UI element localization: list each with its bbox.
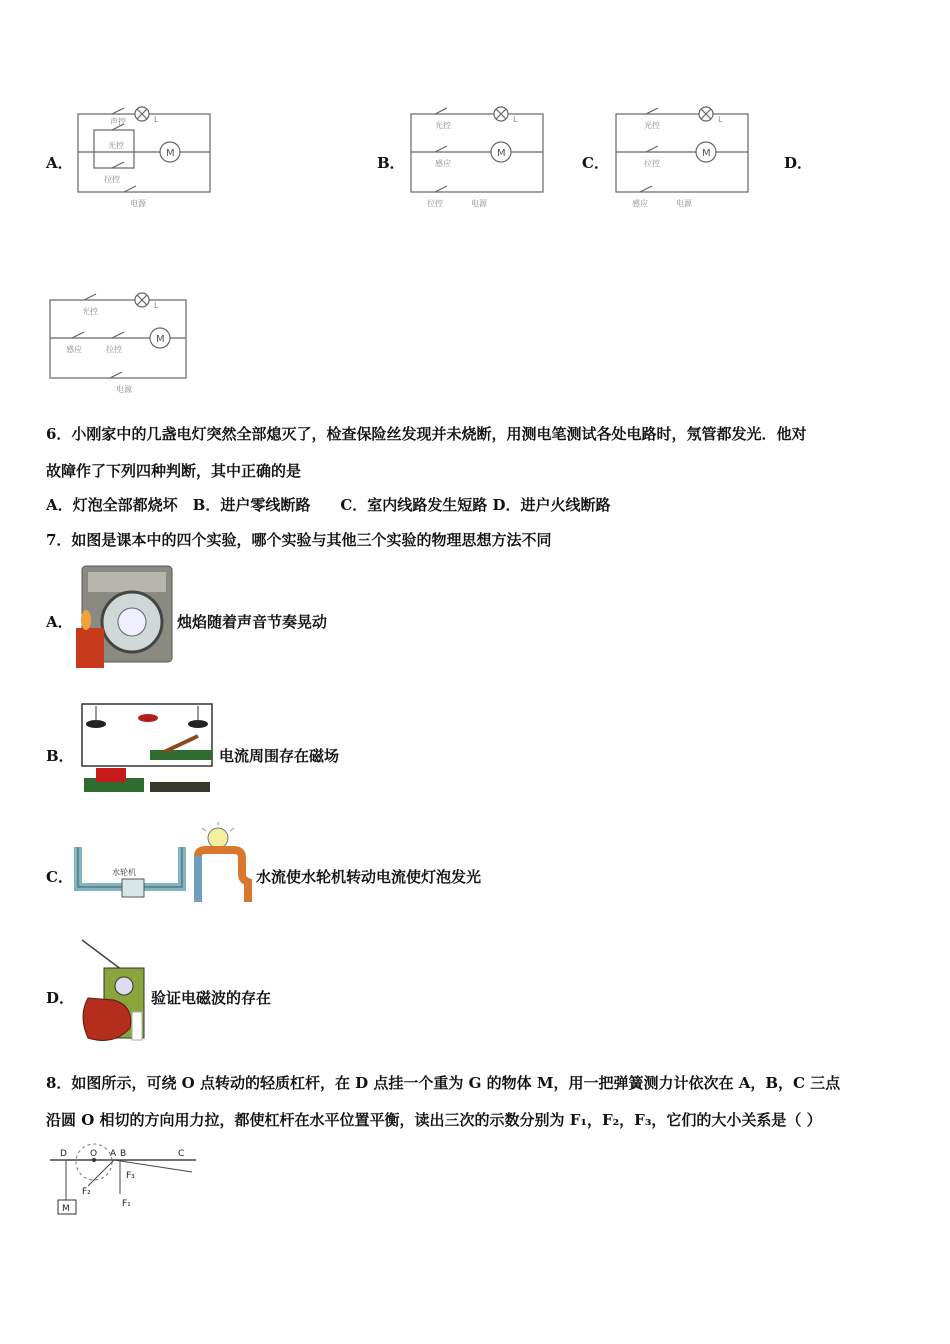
svg-text:拉控: 拉控	[104, 175, 120, 184]
q7-option-c-lamp-circuit-picture	[188, 822, 258, 904]
q7-option-b-oersted-picture	[78, 698, 218, 800]
battery-icon	[96, 768, 126, 782]
svg-text:M: M	[156, 334, 165, 345]
svg-text:拉控: 拉控	[106, 345, 122, 354]
svg-text:M: M	[166, 148, 175, 159]
svg-text:C: C	[178, 1149, 185, 1159]
q5-option-d-circuit	[44, 286, 194, 396]
q7-option-b-letter: B．	[46, 747, 74, 765]
q5-option-b-letter: B．	[377, 154, 405, 172]
svg-text:M: M	[497, 148, 506, 159]
q7-option-d-text: 验证电磁波的存在	[151, 989, 272, 1007]
svg-text:M: M	[62, 1204, 70, 1214]
bulb-icon	[208, 828, 228, 848]
q7-option-a-letter: A．	[46, 613, 73, 631]
svg-text:A: A	[110, 1149, 117, 1159]
q5-option-a-letter: A．	[46, 154, 73, 172]
q7-option-d-letter: D．	[46, 989, 75, 1007]
svg-text:L: L	[154, 115, 159, 124]
q5-option-b-circuit	[405, 100, 550, 210]
q7-option-c-letter: C．	[46, 868, 73, 886]
svg-text:电源: 电源	[130, 199, 146, 208]
q6-stem-line2: 故障作了下列四种判断，其中正确的是	[46, 462, 302, 480]
svg-text:B: B	[120, 1149, 127, 1159]
svg-text:L: L	[154, 301, 159, 310]
svg-text:光控: 光控	[82, 307, 98, 316]
svg-text:M: M	[702, 148, 711, 159]
svg-text:L: L	[718, 115, 723, 124]
q6-stem-line1: 6．小刚家中的几盏电灯突然全部熄灭了，检查保险丝发现并未烧断，用测电笔测试各处电路时，氖管都发光．他对	[46, 425, 807, 443]
svg-text:光控: 光控	[108, 141, 124, 150]
q7-option-c-water-wheel-picture	[72, 825, 192, 905]
svg-text:电源: 电源	[676, 199, 692, 208]
q7-option-c-text: 水流使水轮机转动电流使灯泡发光	[256, 868, 482, 886]
q5-option-d-letter: D．	[784, 154, 813, 172]
svg-text:O: O	[90, 1149, 98, 1159]
knife-switch-icon	[164, 736, 198, 752]
svg-text:F₃: F₃	[126, 1171, 135, 1181]
svg-text:电源: 电源	[471, 199, 487, 208]
q5-option-a-circuit	[72, 100, 217, 210]
q7-option-a-speaker-candle-picture	[72, 560, 176, 670]
svg-text:感应: 感应	[66, 345, 82, 354]
q5-option-c-circuit	[610, 100, 755, 210]
q6-options: A．灯泡全部都烧坏 B．进户零线断路 C．室内线路发生短路 D．进户火线断路	[46, 496, 611, 514]
svg-text:光控: 光控	[644, 121, 660, 130]
svg-text:拉控: 拉控	[644, 159, 660, 168]
svg-text:光控: 光控	[435, 121, 451, 130]
compass-needle-icon	[138, 714, 158, 722]
candle-icon	[76, 628, 104, 668]
svg-text:声控: 声控	[110, 117, 126, 126]
q8-stem-line2: 沿圆 O 相切的方向用力拉，都使杠杆在水平位置平衡，读出三次的示数分别为 F₁，F₂，F₃，它们的大小关系是（ ）	[46, 1111, 822, 1129]
q7-option-b-text: 电流周围存在磁场	[219, 747, 340, 765]
q8-stem-line1: 8．如图所示，可绕 O 点转动的轻质杠杆，在 D 点挂一个重为 G 的物体 M，用一把弹簧测力计依次在 A，B，C 三点	[46, 1074, 841, 1092]
q7-stem: 7．如图是课本中的四个实验，哪个实验与其他三个实验的物理思想方法不同	[46, 531, 552, 549]
svg-text:拉控: 拉控	[427, 199, 443, 208]
hand-icon	[83, 998, 131, 1040]
svg-text:L: L	[513, 115, 518, 124]
q8-lever-figure	[44, 1142, 204, 1222]
q7-option-a-text: 烛焰随着声音节奏晃动	[177, 613, 328, 631]
q7-option-d-radio-picture	[74, 936, 150, 1048]
svg-text:F₁: F₁	[122, 1199, 131, 1209]
svg-text:电源: 电源	[116, 385, 132, 394]
water-wheel-icon	[122, 879, 144, 897]
q5-option-c-letter: C．	[582, 154, 609, 172]
svg-text:F₂: F₂	[82, 1187, 91, 1197]
svg-text:感应: 感应	[435, 159, 451, 168]
svg-text:D: D	[60, 1149, 67, 1159]
svg-text:感应: 感应	[632, 199, 648, 208]
svg-text:水轮机: 水轮机	[112, 868, 136, 877]
